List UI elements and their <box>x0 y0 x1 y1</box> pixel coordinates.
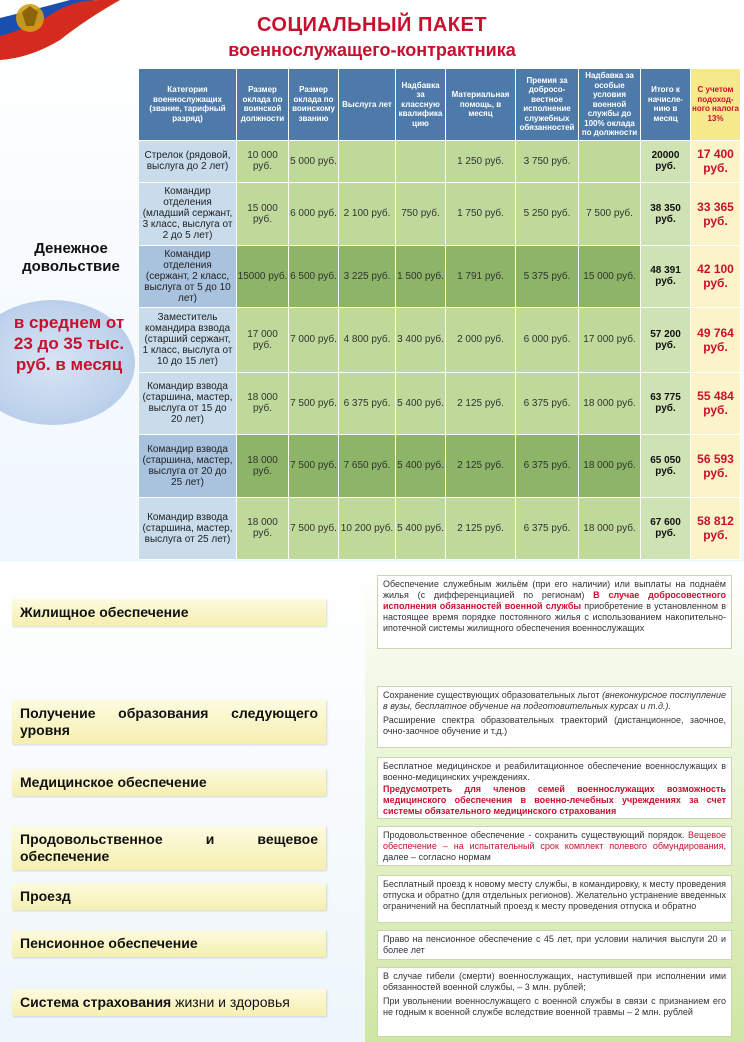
cell: 3 225 руб. <box>339 245 396 307</box>
cell: 6 375 руб. <box>516 434 579 497</box>
table-row <box>139 497 741 559</box>
column-header: Размер оклада по воинской должности <box>237 69 289 141</box>
cell: 17 000 руб. <box>237 307 289 372</box>
net-cell: 49 764 руб. <box>691 307 741 372</box>
section-travel: Проезд <box>12 883 326 910</box>
table-row <box>139 307 741 372</box>
cell <box>339 140 396 182</box>
cell: 4 800 руб. <box>339 307 396 372</box>
category-cell: Стрелок (рядовой, выслуга до 2 лет) <box>139 140 237 182</box>
cell: 6 000 руб. <box>516 307 579 372</box>
column-header-tax: С учетом подоход-ного налога 13% <box>691 69 741 141</box>
average-pay-text: в среднем от 23 до 35 тыс. руб. в месяц <box>13 313 125 374</box>
column-header: Выслуга лет <box>339 69 396 141</box>
pay-table <box>138 68 741 560</box>
cell: 7 500 руб. <box>289 372 339 434</box>
cell: 2 125 руб. <box>446 497 516 559</box>
cell: 6 500 руб. <box>289 245 339 307</box>
column-header: Категория военнослужащих (звание, тарифный разряд) <box>139 69 237 141</box>
cell: 5 250 руб. <box>516 182 579 245</box>
cell: 18 000 руб. <box>237 434 289 497</box>
cell: 3 750 руб. <box>516 140 579 182</box>
cell: 750 руб. <box>396 182 446 245</box>
desc-travel: Бесплатный проезд к новому месту службы, в командировку, к месту проведения отпуска и обратно (для отдельных регионов). Желательно устранение введенных ограничений на бесплатный проезд к месту проведения отпуска и обратно <box>377 875 732 923</box>
cell: 1 750 руб. <box>446 182 516 245</box>
desc-medical: Бесплатное медицинское и реабилитационное обеспечение военнослужащих в военно-медицинских учреждениях. Предусмотреть для членов семей военнослужащих возможность медицинского обеспечения в военно-лечебных учреждениях за счет системы обязательного медицинского страхования <box>377 757 732 819</box>
cell: 7 500 руб. <box>289 434 339 497</box>
cell: 10 200 руб. <box>339 497 396 559</box>
net-cell: 42 100 руб. <box>691 245 741 307</box>
cell: 18 000 руб. <box>237 372 289 434</box>
cell: 2 125 руб. <box>446 434 516 497</box>
cell: 5 400 руб. <box>396 372 446 434</box>
column-header: Итого к начисле-нию в месяц <box>641 69 691 141</box>
cell: 6 375 руб. <box>339 372 396 434</box>
table-row <box>139 182 741 245</box>
section-education: Получение образования следующего уровня <box>12 700 326 744</box>
cell: 18 000 руб. <box>237 497 289 559</box>
cell: 1 500 руб. <box>396 245 446 307</box>
cell: 15000 руб. <box>237 245 289 307</box>
cell: 2 000 руб. <box>446 307 516 372</box>
cell: 18 000 руб. <box>579 372 641 434</box>
category-cell: Командир взвода (старшина, мастер, выслуга от 15 до 20 лет) <box>139 372 237 434</box>
column-header: Премия за добросо-вестное исполнение служебных обязанностей <box>516 69 579 141</box>
cell: 1 791 руб. <box>446 245 516 307</box>
cell: 7 500 руб. <box>579 182 641 245</box>
total-cell: 48 391 руб. <box>641 245 691 307</box>
cell: 18 000 руб. <box>579 434 641 497</box>
total-cell: 65 050 руб. <box>641 434 691 497</box>
column-header: Надбавка за классную квалифика цию <box>396 69 446 141</box>
section-pension: Пенсионное обеспечение <box>12 930 326 957</box>
total-cell: 63 775 руб. <box>641 372 691 434</box>
desc-supply: Продовольственное обеспечение - сохранить существующий порядок. Вещевое обеспечение – на испытательный срок комплект полевого обмундирования, далее – согласно нормам <box>377 826 732 866</box>
net-cell: 58 812 руб. <box>691 497 741 559</box>
table-row <box>139 140 741 182</box>
column-header: Надбавка за особые условия военной службы до 100% оклада по должности <box>579 69 641 141</box>
total-cell: 67 600 руб. <box>641 497 691 559</box>
cell: 10 000 руб. <box>237 140 289 182</box>
cell: 6 375 руб. <box>516 497 579 559</box>
category-cell: Командир взвода (старшина, мастер, выслуга от 20 до 25 лет) <box>139 434 237 497</box>
column-header: Материальная помощь, в месяц <box>446 69 516 141</box>
net-cell: 17 400 руб. <box>691 140 741 182</box>
page-title: СОЦИАЛЬНЫЙ ПАКЕТ <box>256 14 488 36</box>
cell: 1 250 руб. <box>446 140 516 182</box>
section-medical: Медицинское обеспечение <box>12 769 326 796</box>
cell: 6 375 руб. <box>516 372 579 434</box>
cell: 2 125 руб. <box>446 372 516 434</box>
table-header-row <box>139 69 741 141</box>
cell: 3 400 руб. <box>396 307 446 372</box>
total-cell: 38 350 руб. <box>641 182 691 245</box>
cell: 17 000 руб. <box>579 307 641 372</box>
category-cell: Заместитель командира взвода (старший сержант, 1 класс, выслуга от 10 до 15 лет) <box>139 307 237 372</box>
desc-insurance: В случае гибели (смерти) военнослужащих, наступившей при исполнении ими обязанностей военной службы, – 3 млн. рублей; При увольнении военнослужащего с военной службы в связи с признанием его не годным к военной службе вследствие военной травмы – 2 млн. рублей <box>377 967 732 1037</box>
category-cell: Командир отделения (сержант, 2 класс, выслуга от 5 до 10 лет) <box>139 245 237 307</box>
desc-education: Сохранение существующих образовательных льгот (внеконкурсное поступление в вузы, бесплатное обучение на подготовительных курсах и т.д.). Расширение спектра образовательных траекторий (дистанционное, заочное, очно-заочное обучение и т.д.) <box>377 686 732 748</box>
cell: 18 000 руб. <box>579 497 641 559</box>
cell: 5 400 руб. <box>396 497 446 559</box>
pay-label: Денежное довольствие <box>22 240 120 275</box>
category-cell: Командир отделения (младший сержант, 3 класс, выслуга от 2 до 5 лет) <box>139 182 237 245</box>
table-row <box>139 372 741 434</box>
category-cell: Командир взвода (старшина, мастер, выслуга от 25 лет) <box>139 497 237 559</box>
cell: 5 000 руб. <box>289 140 339 182</box>
cell: 7 500 руб. <box>289 497 339 559</box>
table-row <box>139 434 741 497</box>
desc-housing: Обеспечение служебным жильём (при его наличии) или выплаты на поднаём жилья (с дифференциацией по регионам) В случае добросовестного исполнения обязанностей военной службы приобретение в установленном в настоящее время порядке постоянного жилья с использованием накопительно-ипотечной системы жилищного обеспечения военнослужащих <box>377 575 732 649</box>
desc-pension: Право на пенсионное обеспечение с 45 лет, при условии наличия выслуги 20 и более лет <box>377 930 732 960</box>
net-cell: 55 484 руб. <box>691 372 741 434</box>
cell: 7 650 руб. <box>339 434 396 497</box>
cell: 2 100 руб. <box>339 182 396 245</box>
section-housing: Жилищное обеспечение <box>12 599 326 626</box>
net-cell: 33 365 руб. <box>691 182 741 245</box>
page-subtitle: военнослужащего-контрактника <box>228 40 516 60</box>
section-insurance: Система страхования жизни и здоровья <box>12 989 326 1016</box>
section-supply: Продовольственное и вещевое обеспечение <box>12 826 326 870</box>
cell: 6 000 руб. <box>289 182 339 245</box>
cell <box>396 140 446 182</box>
cell: 5 400 руб. <box>396 434 446 497</box>
cell: 5 375 руб. <box>516 245 579 307</box>
total-cell: 20000 руб. <box>641 140 691 182</box>
cell: 15 000 руб. <box>237 182 289 245</box>
table-row <box>139 245 741 307</box>
cell <box>579 140 641 182</box>
cell: 15 000 руб. <box>579 245 641 307</box>
net-cell: 56 593 руб. <box>691 434 741 497</box>
cell: 7 000 руб. <box>289 307 339 372</box>
column-header: Размер оклада по воинскому званию <box>289 69 339 141</box>
total-cell: 57 200 руб. <box>641 307 691 372</box>
